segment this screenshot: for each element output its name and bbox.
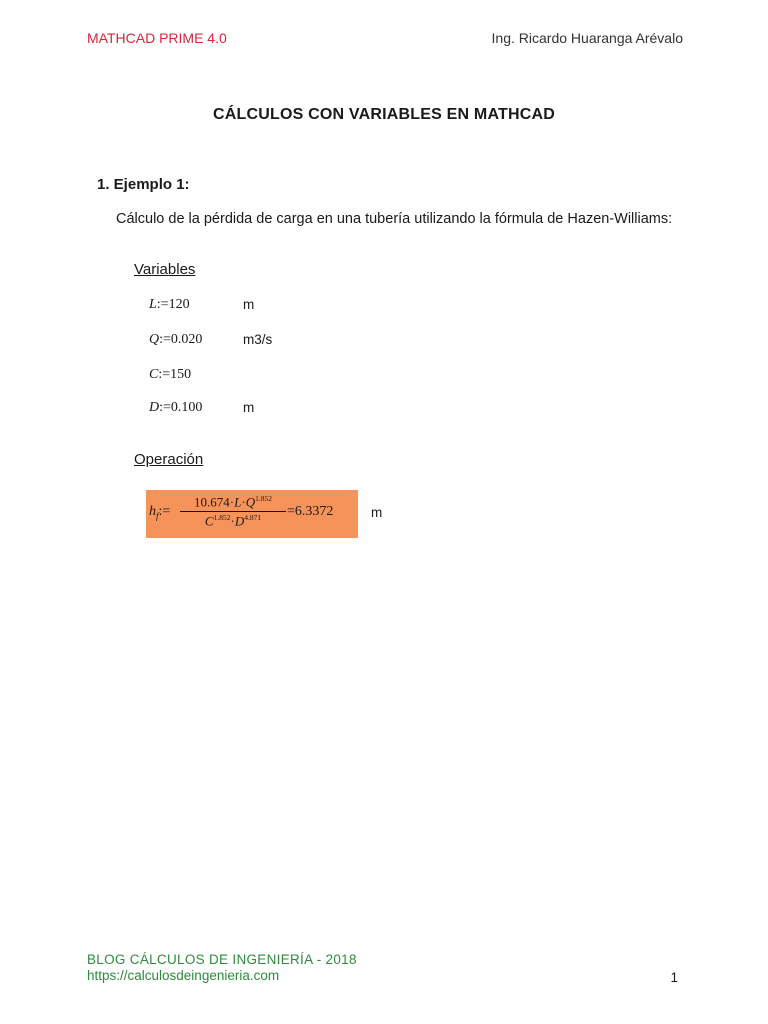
formula-assign: := xyxy=(158,504,171,519)
page-title: CÁLCULOS CON VARIABLES EN MATHCAD xyxy=(213,106,555,123)
formula-result: =6.3372 xyxy=(287,504,334,519)
denominator-exponent-c: 1.852 xyxy=(213,513,231,523)
variable-name: Q xyxy=(149,332,160,347)
assign-operator: := xyxy=(158,367,171,382)
variable-value: 0.100 xyxy=(170,400,203,415)
variables-heading: Variables xyxy=(134,261,196,278)
assign-operator: := xyxy=(159,332,171,347)
assign-operator: := xyxy=(159,400,171,415)
variable-row-c xyxy=(149,367,191,383)
variable-row-l xyxy=(149,297,190,313)
variable-unit: m xyxy=(243,297,255,312)
formula-symbol: h xyxy=(149,504,156,519)
dot-operator: · xyxy=(230,513,235,529)
footer-url-link[interactable]: https://calculosdeingenieria.com xyxy=(87,968,280,983)
variable-name: L xyxy=(149,297,157,312)
variable-unit: m3/s xyxy=(243,332,273,347)
formula-numerator xyxy=(180,494,286,512)
variable-unit: m xyxy=(243,400,255,415)
dot-operator: · xyxy=(229,494,235,510)
variable-name: D xyxy=(149,400,160,415)
numerator-exponent: 1.852 xyxy=(255,494,272,503)
formula-highlight-box xyxy=(146,490,358,538)
formula-subscript: f xyxy=(156,510,159,521)
formula-lhs xyxy=(149,504,170,521)
variable-name: C xyxy=(149,367,159,382)
numerator-var-l: L xyxy=(234,494,242,510)
footer-blog: BLOG CÁLCULOS DE INGENIERÍA - 2018 xyxy=(87,952,357,967)
denominator-exponent-d: 4.871 xyxy=(244,513,262,523)
page-number: 1 xyxy=(670,970,678,985)
formula-denominator xyxy=(180,512,286,529)
numerator-coef: 10.674 xyxy=(194,494,230,510)
variable-value: 120 xyxy=(168,297,190,312)
denominator-var-c: C xyxy=(204,513,214,529)
dot-operator: · xyxy=(241,494,246,510)
section-intro: Cálculo de la pérdida de carga en una tubería utilizando la fórmula de Hazen-Williams: xyxy=(116,211,673,227)
formula-fraction xyxy=(180,494,286,530)
numerator-var-q: Q xyxy=(245,494,256,510)
variable-value: 0.020 xyxy=(170,332,203,347)
variable-row-q xyxy=(149,332,202,348)
section-heading: 1. Ejemplo 1: xyxy=(97,176,190,193)
variable-row-d xyxy=(149,400,202,416)
formula-unit: m xyxy=(371,505,383,520)
variable-value: 150 xyxy=(170,367,192,382)
denominator-var-d: D xyxy=(234,513,245,529)
header-author: Ing. Ricardo Huaranga Arévalo xyxy=(491,30,683,46)
operation-heading: Operación xyxy=(134,451,204,468)
assign-operator: := xyxy=(156,297,169,312)
header-app-title: MATHCAD PRIME 4.0 xyxy=(87,30,227,46)
